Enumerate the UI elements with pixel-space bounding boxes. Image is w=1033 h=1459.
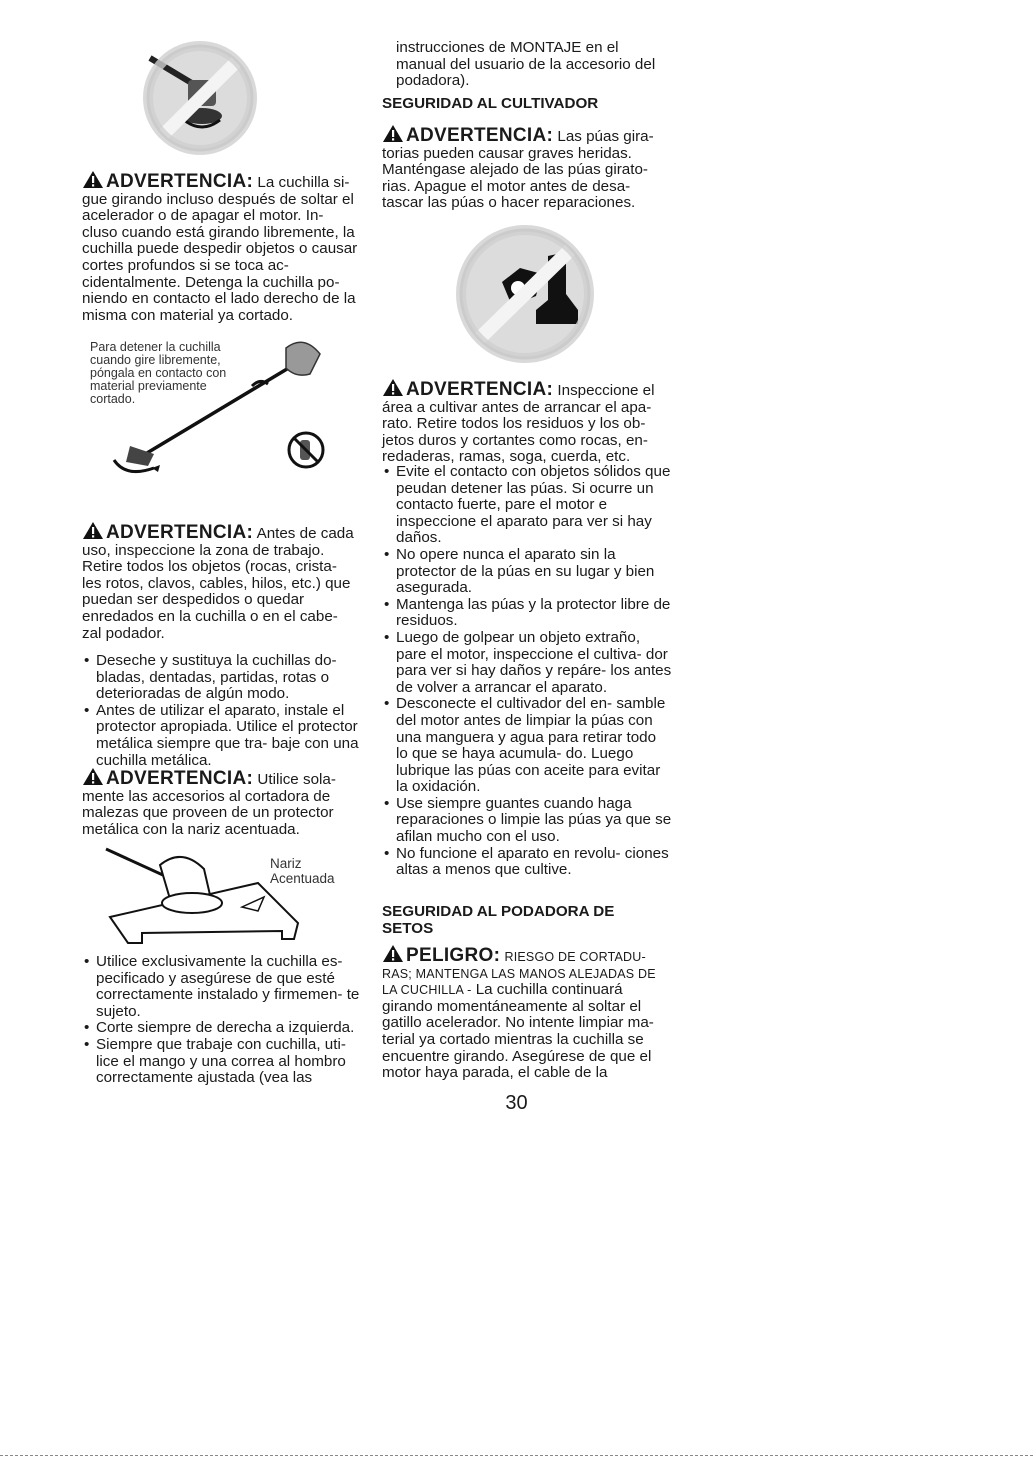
figure-caption: Para detener la cuchilla cuando gire libremente, póngala en contacto con material previamente cortado.	[90, 340, 227, 406]
warning-cuchilla-gira: ADVERTENCIA: La cuchilla si- gue girando incluso después de soltar el acelerador o de apagar el motor. In- cluso cuando está girando libremente, la cuchilla puede despedir objetos o causar cortes profundos si se toca ac- cidentalmente. Detenga la cuchilla po- niendo en contacto el lado derecho de la misma con material ya cortado.	[82, 171, 358, 324]
warning-triangle-icon	[382, 378, 404, 397]
warning-puas-giratorias: ADVERTENCIA: Las púas gira- torias pueden causar graves heridas. Manténgase alejado de las púas girato- rias. Apague el motor antes de desa- tascar las púas o hacer reparaciones.	[382, 125, 654, 212]
list-item: • Utilice exclusivamente la cuchilla es- pecificado y asegúrese de que esté correctamente instalado y firmemen- te sujeto.	[82, 954, 360, 1020]
warning-inspeccione-zona: ADVERTENCIA: Antes de cada uso, inspeccione la zona de trabajo. Retire todos los objetos (rocas, crista- les rotos, clavos, cables, hilos, etc.) que puedan ser despedidos o quedar enredados en la cuchilla o en el cabe- zal podador.	[82, 522, 354, 642]
danger-cortaduras: PELIGRO: RIESGO DE CORTADU- RAS; MANTENGA LAS MANOS ALEJADAS DE LA CUCHILLA - La cuchilla continuará girando momentáneamente al soltar el gatillo acelerador. No intente limpiar ma- terial ya cortado mientras la cuchilla se encuentre girando. Asegúrese de que el motor haya parada, el cable de la	[382, 945, 656, 1082]
danger-triangle-icon	[382, 944, 404, 963]
list-item: • No funcione el aparato en revolu- ciones altas a menos que cultive.	[382, 846, 672, 879]
list-item: • Desconecte el cultivador del en- samble del motor antes de limpiar la púas con una manguera y agua para retirar todo lo que se haya acumula- do. Luego lubrique las púas con aceite para evitar la oxidación.	[382, 696, 672, 796]
list-item: • Evite el contacto con objetos sólidos que peudan detener las púas. Si ocurre un contacto fuerte, pare el motor e inspeccione el aparato para ver si hay daños.	[382, 464, 672, 547]
end-bullet-list	[82, 954, 360, 1087]
section-heading-setos: SEGURIDAD AL PODADORA DE SETOS	[382, 903, 615, 937]
list-item: • Use siempre guantes cuando haga reparaciones o limpie las púas ya que se afilan mucho con el uso.	[382, 796, 672, 846]
list-item: • Antes de utilizar el aparato, instale el protector apropiada. Utilice el protector metálica siempre que tra- baje con una cuchilla metálica.	[82, 703, 360, 769]
warning-triangle-icon	[82, 521, 104, 540]
list-item: • Deseche y sustituya la cuchillas do- bladas, dentadas, partidas, rotas o deterioradas de algún modo.	[82, 653, 360, 703]
warning5-bullet-list	[382, 464, 672, 879]
list-item: • Mantenga las púas y la protector libre de residuos.	[382, 597, 672, 630]
page-number: 30	[505, 1092, 528, 1114]
nariz-label: Nariz Acentuada	[270, 856, 335, 886]
list-item: • No opere nunca el aparato sin la protector de la púas en su lugar y bien asegurada.	[382, 547, 672, 597]
list-item: • Luego de golpear un objeto extraño, pare el motor, inspeccione el cultiva- dor para ver si hay daños y repáre- los antes de volver a arrancar el aparato.	[382, 630, 672, 696]
list-item: • Corte siempre de derecha a izquierda.	[82, 1020, 360, 1037]
warning-triangle-icon	[82, 767, 104, 786]
bottom-border	[0, 1455, 1033, 1456]
continued-text: instrucciones de MONTAJE en el manual del usuario de la accesorio del podadora).	[396, 39, 656, 90]
warning-triangle-icon	[82, 170, 104, 189]
warning-accesorios: ADVERTENCIA: Utilice sola- mente las accesorios al cortadora de malezas que proveen de un protector metálica con la nariz acentuada.	[82, 768, 336, 838]
no-trimmer-head-illustration	[140, 38, 260, 158]
warning2-bullet-list	[82, 653, 360, 769]
list-item: • Siempre que trabaje con cuchilla, uti- lice el mango y una correa al hombro correctamente ajustada (vea las	[82, 1037, 360, 1087]
warning-inspeccione-area: ADVERTENCIA: Inspeccione el área a cultivar antes de arrancar el apa- rato. Retire todos los residuos y los ob- jetos duros y cortantes como rocas, en- redaderas, ramas, soga, cuerda, etc.	[382, 379, 655, 466]
warning-triangle-icon	[382, 124, 404, 143]
no-foot-tines-illustration	[452, 222, 598, 366]
trimmer-contact-illustration	[102, 328, 342, 498]
section-heading-cultivador: SEGURIDAD AL CULTIVADOR	[382, 95, 599, 112]
